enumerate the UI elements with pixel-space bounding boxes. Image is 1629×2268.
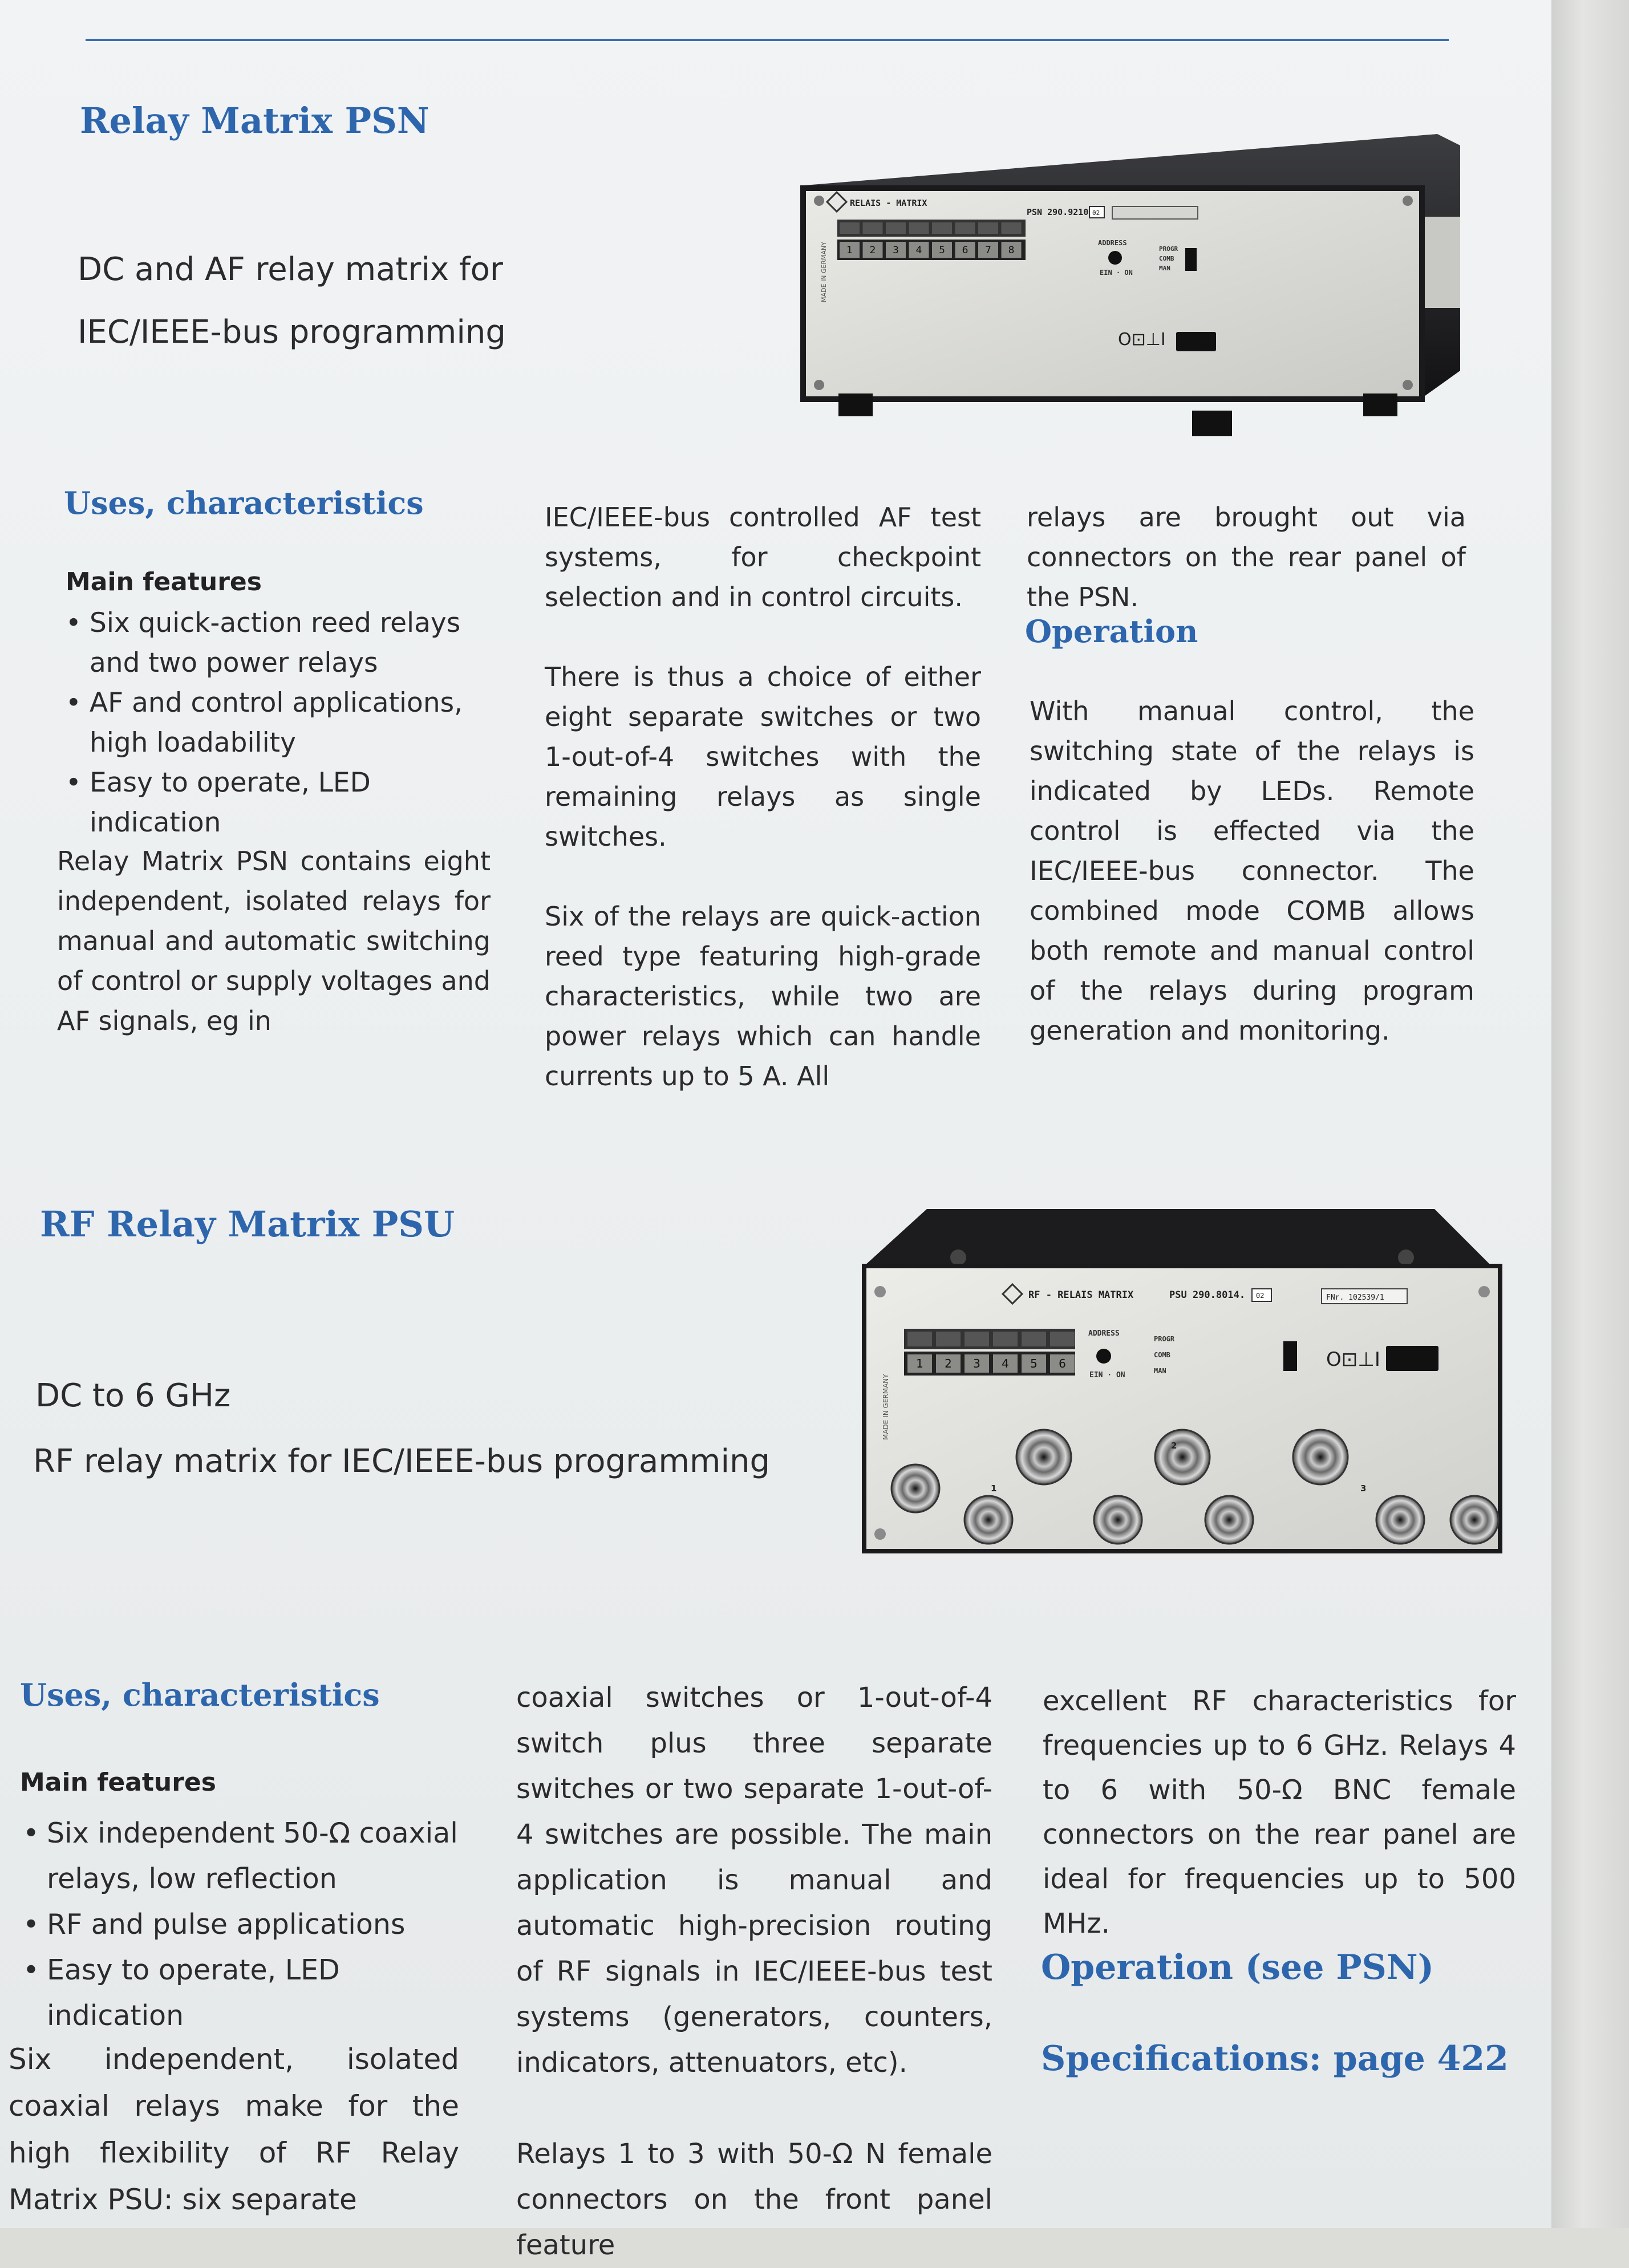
coaxial-connector-9 [1450, 1496, 1498, 1544]
psn-device-model: PSN 290.9210 [1027, 207, 1089, 217]
psu-col3-body [1043, 1679, 1516, 1946]
psn-relay-number-3: 3 [893, 245, 899, 257]
top-rule [86, 39, 1449, 41]
list-item: • Six quick-action reed relays and two power relays [66, 603, 488, 683]
psu-device-side-label: MADE IN GERMANY [882, 1374, 890, 1440]
psu-led-5 [1022, 1332, 1046, 1346]
psu-uses-heading: Uses, characteristics [20, 1677, 380, 1713]
psn-col3-body-top [1027, 497, 1466, 617]
psu-device-mode-progr: PROGR [1154, 1335, 1175, 1343]
psu-specifications-heading[interactable]: Specifications: page 422 [1041, 2039, 1509, 2079]
psu-col3-paragraph-1: excellent RF characteristics for frequencies up to 6 GHz. Relays 4 to 6 with 50-Ω BNC female connectors on the rear panel are ideal for frequencies up to 500 MHz. [1043, 1685, 1516, 1940]
psu-led-1 [907, 1332, 932, 1346]
psu-col2-paragraph-1: coaxial switches or 1-out-of-4 switch plus three separate switches or two separate 1-out-of-4 switches are possible. The main application is manual and automatic high-precision routing of RF signals in IEC/IEEE-bus test systems (generators, counters, indicators, attenuators, etc). [516, 1682, 992, 2079]
psn-relay-number-1: 1 [846, 245, 853, 257]
psu-device-mode-comb: COMB [1154, 1351, 1170, 1359]
psu-device-group-2: 2 [1171, 1441, 1177, 1451]
psu-subtitle-line1: DC to 6 GHz [35, 1377, 231, 1414]
psn-device-photo [793, 131, 1466, 439]
psn-uses-heading: Uses, characteristics [64, 485, 424, 521]
psn-col3-paragraph-2: With manual control, the switching state of the relays is indicated by LEDs. Remote control is effected via the IEC/IEEE-bus connector. The combined mode COMB allows both remote and manual control of the relays during program generation and monitoring. [1030, 696, 1474, 1046]
coaxial-connector-6 [1205, 1496, 1253, 1544]
psn-device-brand: RELAIS - MATRIX [850, 198, 927, 208]
psu-led-6 [1050, 1332, 1075, 1346]
psn-col3-paragraph-1: relays are brought out via connectors on the rear panel of the PSN. [1027, 502, 1466, 612]
psu-relay-number-6: 6 [1059, 1357, 1066, 1371]
psu-feature-list [23, 1811, 468, 2039]
psn-led-4 [909, 222, 929, 234]
psu-device-mode-man: MAN [1154, 1367, 1166, 1375]
psn-relay-number-2: 2 [869, 245, 876, 257]
psu-device-power-symbol: O⊡⊥I [1326, 1348, 1380, 1371]
psn-main-features-label: Main features [66, 567, 262, 597]
psu-device-serial: FNr. 102539/1 [1326, 1293, 1384, 1302]
psn-col3-body-bottom [1030, 691, 1474, 1050]
psn-led-2 [863, 222, 883, 234]
psn-led-1 [840, 222, 860, 234]
psu-title: RF Relay Matrix PSU [40, 1203, 455, 1245]
psu-subtitle-line2: RF relay matrix for IEC/IEEE-bus programming [33, 1443, 771, 1480]
psu-col1-body [9, 2036, 459, 2223]
psu-relay-number-5: 5 [1030, 1357, 1038, 1371]
list-item: • RF and pulse applications [23, 1902, 468, 1948]
psn-subtitle-line1: DC and AF relay matrix for [78, 251, 503, 288]
psn-device-power-symbol: O⊡⊥I [1118, 330, 1166, 350]
psn-col1-body [57, 841, 491, 1041]
psn-led-3 [886, 222, 906, 234]
coaxial-connector-5 [1155, 1430, 1210, 1484]
psu-device-photo [858, 1209, 1503, 1563]
coaxial-connector-2 [965, 1496, 1012, 1544]
psu-device-address-label: ADDRESS [1088, 1329, 1120, 1338]
psn-led-7 [978, 222, 998, 234]
psu-led-3 [965, 1332, 989, 1346]
psn-title: Relay Matrix PSN [80, 100, 429, 141]
psn-device-mode-progr: PROGR [1159, 245, 1178, 253]
psu-device-group-3: 3 [1360, 1483, 1367, 1494]
psn-device-mode-comb: COMB [1159, 255, 1174, 262]
psu-device-ein-label: EIN · ON [1089, 1371, 1125, 1380]
coaxial-connector-1 [892, 1464, 939, 1512]
psn-device-mode-man: MAN [1159, 265, 1170, 272]
psu-device-brand: RF - RELAIS MATRIX [1028, 1289, 1134, 1301]
psu-device-suffix: 02 [1256, 1292, 1265, 1300]
psn-relay-number-7: 7 [985, 245, 991, 257]
psu-relay-number-2: 2 [945, 1357, 952, 1371]
binding-edge [1551, 0, 1629, 2228]
psn-relay-number-4: 4 [915, 245, 922, 257]
psu-led-4 [993, 1332, 1018, 1346]
psu-relay-number-1: 1 [916, 1357, 923, 1371]
psn-col2-body [545, 497, 981, 1096]
psn-led-5 [932, 222, 952, 234]
psn-device-address-label: ADDRESS [1098, 239, 1127, 247]
list-item: • Easy to operate, LED indication [66, 763, 488, 843]
psu-device-group-1: 1 [991, 1483, 997, 1494]
psu-device-model: PSU 290.8014. [1169, 1289, 1246, 1301]
psn-relay-number-8: 8 [1008, 245, 1015, 257]
psu-main-features-label: Main features [20, 1768, 216, 1797]
psu-relay-number-4: 4 [1002, 1357, 1009, 1371]
psu-col2-paragraph-2: Relays 1 to 3 with 50-Ω N female connectors on the front panel feature [516, 2138, 992, 2261]
psn-device-side-label: MADE IN GERMANY [820, 242, 828, 302]
psn-col2-paragraph-1: IEC/IEEE-bus controlled AF test systems, for checkpoint selection and in control circuits. [545, 502, 981, 612]
psu-relay-number-3: 3 [973, 1357, 980, 1371]
psn-led-8 [1002, 222, 1022, 234]
coaxial-connector-3 [1016, 1430, 1071, 1484]
psu-led-2 [936, 1332, 961, 1346]
psn-col2-paragraph-2: There is thus a choice of either eight separate switches or two 1-out-of-4 switches with the remaining relays as single switches. [545, 662, 981, 852]
psn-relay-number-5: 5 [939, 245, 945, 257]
psn-device-suffix: 02 [1092, 209, 1100, 217]
psn-relay-number-6: 6 [962, 245, 969, 257]
coaxial-connector-8 [1376, 1496, 1424, 1544]
psn-feature-list [66, 603, 488, 843]
psn-device-ein-label: EIN · ON [1100, 269, 1133, 277]
coaxial-connector-7 [1293, 1430, 1348, 1484]
psn-col2-paragraph-3: Six of the relays are quick-action reed type featuring high-grade characteristics, while two are power relays which can handle currents up to 5 A. All [545, 901, 981, 1092]
psu-operation-heading: Operation (see PSN) [1041, 1948, 1435, 1987]
list-item: • Six independent 50-Ω coaxial relays, low reflection [23, 1811, 468, 1902]
psn-operation-heading: Operation [1025, 613, 1198, 650]
psu-col1-paragraph: Six independent, isolated coaxial relays make for the high flexibility of RF Relay Matrix PSU: six separate [9, 2043, 459, 2216]
psu-col2-body [516, 1675, 992, 2268]
psn-col1-paragraph: Relay Matrix PSN contains eight independent, isolated relays for manual and automatic switching of control or supply voltages and AF signals, eg in [57, 846, 491, 1036]
psn-led-6 [955, 222, 975, 234]
psn-subtitle-line2: IEC/IEEE-bus programming [78, 314, 506, 351]
list-item: • Easy to operate, LED indication [23, 1948, 468, 2039]
list-item: • AF and control applications, high loadability [66, 683, 488, 763]
coaxial-connector-4 [1094, 1496, 1142, 1544]
